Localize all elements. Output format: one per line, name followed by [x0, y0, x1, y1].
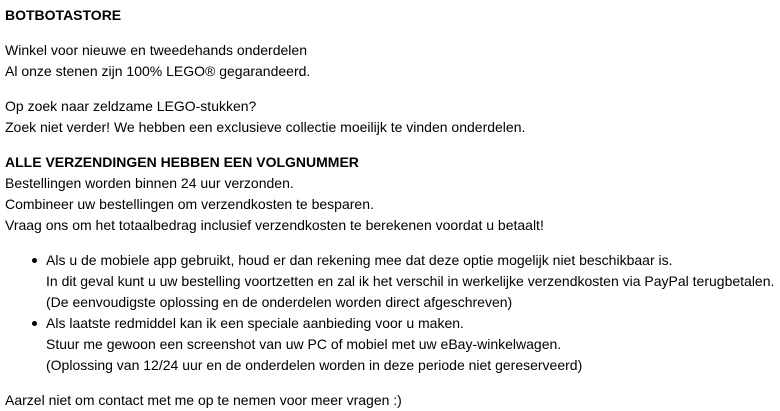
store-title: BOTBOTASTORE: [5, 7, 122, 23]
list-item: [46, 250, 780, 313]
closing-line: Aarzel niet om contact met me op te nemen voor meer vragen :): [5, 392, 402, 408]
list-item-line: Stuur me gewoon een screenshot van uw PC of mobiel met uw eBay-winkelwagen.: [46, 336, 562, 352]
list-item-line: (Oplossing van 12/24 uur en de onderdelen worden in deze periode niet gereserveerd): [46, 357, 583, 373]
shipping-line: Bestellingen worden binnen 24 uur verzonden.: [5, 175, 294, 191]
spacer: [5, 376, 780, 390]
bullet-icon: [32, 258, 37, 263]
rare-parts-line: Zoek niet verder! We hebben een exclusieve collectie moeilijk te vinden onderdelen.: [5, 119, 526, 135]
intro-line: Winkel voor nieuwe en tweedehands onderdelen: [5, 42, 307, 58]
shipping-heading: ALLE VERZENDINGEN HEBBEN EEN VOLGNUMMER: [5, 154, 359, 170]
list-item-line: In dit geval kunt u uw bestelling voortzetten en zal ik het verschil in werkelijke verzendkosten via PayPal terugbetalen.: [46, 273, 775, 289]
intro-paragraph: [5, 40, 780, 82]
shipping-section: [5, 152, 780, 236]
spacer: [5, 26, 780, 40]
bullet-icon: [32, 321, 37, 326]
spacer: [5, 236, 780, 250]
shipping-line: Vraag ons om het totaalbedrag inclusief verzendkosten te berekenen voordat u betaalt!: [5, 217, 544, 233]
list-item: [46, 313, 780, 376]
list-item-line: Als laatste redmiddel kan ik een speciale aanbieding voor u maken.: [46, 315, 464, 331]
rare-parts-paragraph: [5, 96, 780, 138]
spacer: [5, 82, 780, 96]
rare-parts-line: Op zoek naar zeldzame LEGO-stukken?: [5, 98, 257, 114]
list-item-line: (De eenvoudigste oplossing en de onderdelen worden direct afgeschreven): [46, 294, 513, 310]
shipping-options-list: [5, 250, 780, 376]
list-item-line: Als u de mobiele app gebruikt, houd er dan rekening mee dat deze optie mogelijk niet beschikbaar is.: [46, 252, 673, 268]
shipping-line: Combineer uw bestellingen om verzendkosten te besparen.: [5, 196, 374, 212]
intro-line: Al onze stenen zijn 100% LEGO® gegarandeerd.: [5, 63, 311, 79]
spacer: [5, 138, 780, 152]
